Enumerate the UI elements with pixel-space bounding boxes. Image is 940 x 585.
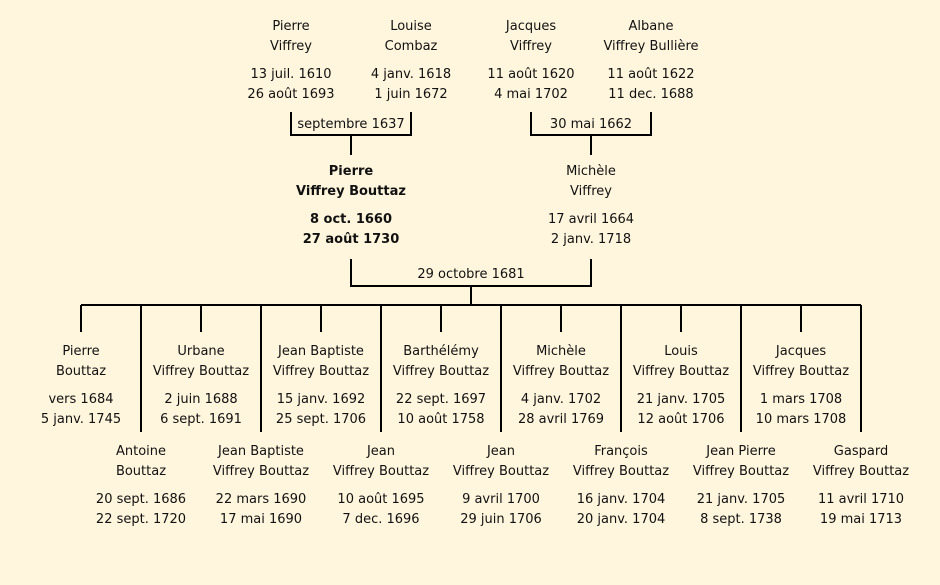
person-family-name: Viffrey Bouttaz [332, 464, 430, 479]
person-given-name: Albane [628, 19, 674, 34]
person-death-date: 8 sept. 1738 [700, 512, 782, 527]
person-given-name: Antoine [115, 444, 167, 459]
person-family-name: Viffrey Bouttaz [272, 364, 370, 379]
person-death-date: 1 juin 1672 [374, 87, 448, 102]
person-given-name: Jean Baptiste [278, 344, 364, 359]
person-card [679, 442, 803, 530]
person-family-name: Viffrey Bouttaz [572, 464, 670, 479]
person-death-date: 29 juin 1706 [460, 512, 542, 527]
person-family-name: Viffrey Bouttaz [512, 364, 610, 379]
person-card [799, 442, 923, 530]
person-death-date: 2 janv. 1718 [550, 232, 632, 247]
person-given-name: Michèle [536, 344, 586, 359]
marriage-date: 29 octobre 1681 [417, 267, 525, 282]
person-birth-date: 4 janv. 1702 [520, 392, 602, 407]
person-birth-date: 22 sept. 1697 [395, 392, 487, 407]
person-given-name: Pierre [328, 164, 374, 179]
person-card [259, 342, 383, 430]
person-given-name: Michèle [566, 164, 616, 179]
person-family-name: Bouttaz [55, 364, 107, 379]
person-family-name: Viffrey Bullière [603, 39, 699, 54]
person-death-date: 19 mai 1713 [819, 512, 903, 527]
person-card-focus [289, 162, 413, 250]
person-card [319, 442, 443, 530]
person-family-name: Viffrey Bouttaz [752, 364, 850, 379]
person-family-name: Viffrey Bouttaz [452, 464, 550, 479]
person-given-name: François [594, 444, 648, 459]
person-birth-date: 21 janv. 1705 [696, 492, 786, 507]
person-family-name: Viffrey Bouttaz [632, 364, 730, 379]
person-card [529, 162, 653, 250]
person-death-date: 28 avril 1769 [517, 412, 605, 427]
person-given-name: Pierre [272, 19, 310, 34]
person-given-name: Jacques [505, 19, 557, 34]
person-given-name: Pierre [62, 344, 100, 359]
person-birth-date: 1 mars 1708 [759, 392, 843, 407]
person-family-name: Viffrey [570, 184, 612, 199]
person-family-name: Viffrey Bouttaz [152, 364, 250, 379]
person-given-name: Gaspard [833, 444, 889, 459]
person-family-name: Viffrey Bouttaz [692, 464, 790, 479]
person-birth-date: 4 janv. 1618 [370, 67, 452, 82]
person-birth-date: 11 août 1620 [487, 67, 575, 82]
person-card [79, 442, 203, 530]
person-birth-date: 8 oct. 1660 [309, 212, 393, 227]
person-card [499, 342, 623, 430]
person-death-date: 4 mai 1702 [494, 87, 568, 102]
person-family-name: Viffrey [510, 39, 552, 54]
person-card [439, 442, 563, 530]
person-death-date: 7 dec. 1696 [342, 512, 420, 527]
person-death-date: 10 août 1758 [397, 412, 485, 427]
person-birth-date: 9 avril 1700 [462, 492, 540, 507]
person-birth-date: 21 janv. 1705 [636, 392, 726, 407]
person-card [349, 17, 473, 105]
person-death-date: 27 août 1730 [302, 232, 400, 247]
person-death-date: 5 janv. 1745 [40, 412, 122, 427]
person-death-date: 10 mars 1708 [755, 412, 847, 427]
person-birth-date: 2 juin 1688 [164, 392, 238, 407]
person-card [589, 17, 713, 105]
person-family-name: Viffrey Bouttaz [392, 364, 490, 379]
person-birth-date: 20 sept. 1686 [95, 492, 187, 507]
person-birth-date: 11 août 1622 [607, 67, 695, 82]
person-card [469, 17, 593, 105]
marriage-date: 30 mai 1662 [549, 117, 633, 132]
person-death-date: 11 dec. 1688 [608, 87, 694, 102]
person-given-name: Jean Baptiste [218, 444, 304, 459]
person-card [19, 342, 143, 430]
person-death-date: 6 sept. 1691 [160, 412, 242, 427]
marriage-date: septembre 1637 [297, 117, 405, 132]
person-family-name: Viffrey Bouttaz [212, 464, 310, 479]
person-given-name: Jean [366, 444, 396, 459]
person-family-name: Bouttaz [115, 464, 167, 479]
person-given-name: Urbane [177, 344, 225, 359]
person-family-name: Viffrey [270, 39, 312, 54]
person-card [559, 442, 683, 530]
person-card [199, 442, 323, 530]
person-family-name: Viffrey Bouttaz [296, 184, 406, 199]
person-card [139, 342, 263, 430]
person-family-name: Viffrey Bouttaz [812, 464, 910, 479]
person-given-name: Barthélémy [403, 344, 479, 359]
person-family-name: Combaz [384, 39, 438, 54]
person-death-date: 22 sept. 1720 [95, 512, 187, 527]
person-birth-date: 22 mars 1690 [215, 492, 307, 507]
person-birth-date: 11 avril 1710 [817, 492, 905, 507]
person-given-name: Louise [390, 19, 432, 34]
person-given-name: Louis [664, 344, 698, 359]
person-given-name: Jacques [775, 344, 827, 359]
person-given-name: Jean [486, 444, 516, 459]
person-card [379, 342, 503, 430]
person-card [739, 342, 863, 430]
person-card [229, 17, 353, 105]
person-birth-date: 15 janv. 1692 [276, 392, 366, 407]
person-given-name: Jean Pierre [706, 444, 776, 459]
person-birth-date: 10 août 1695 [337, 492, 425, 507]
person-death-date: 17 mai 1690 [219, 512, 303, 527]
person-birth-date: 17 avril 1664 [547, 212, 635, 227]
person-death-date: 20 janv. 1704 [576, 512, 666, 527]
person-death-date: 26 août 1693 [247, 87, 335, 102]
person-card [619, 342, 743, 430]
person-birth-date: 13 juil. 1610 [250, 67, 332, 82]
person-birth-date: 16 janv. 1704 [576, 492, 666, 507]
person-death-date: 12 août 1706 [637, 412, 725, 427]
person-death-date: 25 sept. 1706 [275, 412, 367, 427]
person-birth-date: vers 1684 [48, 392, 114, 407]
